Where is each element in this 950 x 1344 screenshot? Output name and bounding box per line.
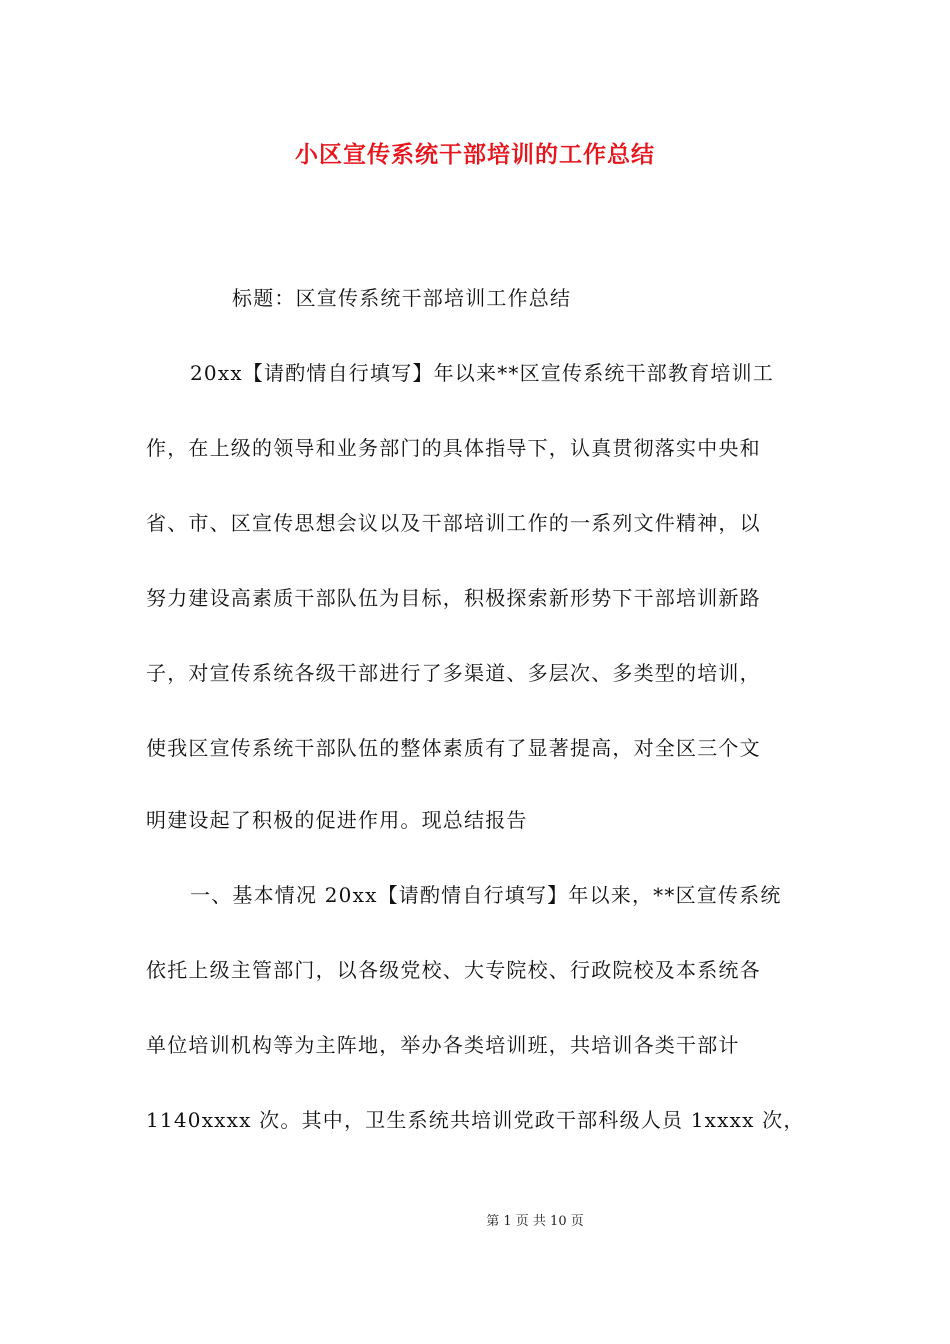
paragraph2-line: 1140xxxx 次。其中，卫生系统共培训党政干部科级人员 1xxxx 次， xyxy=(146,1108,805,1132)
paragraph1-line: 子，对宣传系统各级干部进行了多渠道、多层次、多类型的培训， xyxy=(146,661,761,685)
paragraph2-line: 单位培训机构等为主阵地，举办各类培训班，共培训各类干部计 xyxy=(146,1033,740,1057)
subtitle-line: 标题：区宣传系统干部培训工作总结 xyxy=(232,286,572,310)
paragraph1-line: 努力建设高素质干部队伍为目标，积极探索新形势下干部培训新路 xyxy=(146,586,761,610)
paragraph1-line: 使我区宣传系统干部队伍的整体素质有了显著提高，对全区三个文 xyxy=(146,736,761,760)
paragraph2-line: 一、基本情况 20xx【请酌情自行填写】年以来，**区宣传系统 xyxy=(190,883,782,907)
page-number: 第 1 页 共 10 页 xyxy=(486,1214,584,1229)
paragraph1-line: 省、市、区宣传思想会议以及干部培训工作的一系列文件精神，以 xyxy=(146,511,761,535)
paragraph1-line: 明建设起了积极的促进作用。现总结报告 xyxy=(146,808,528,832)
paragraph1-line: 作，在上级的领导和业务部门的具体指导下，认真贯彻落实中央和 xyxy=(146,436,761,460)
paragraph1-line: 20xx【请酌情自行填写】年以来**区宣传系统干部教育培训工 xyxy=(190,361,775,385)
document-title: 小区宣传系统干部培训的工作总结 xyxy=(295,141,655,168)
paragraph2-line: 依托上级主管部门，以各级党校、大专院校、行政院校及本系统各 xyxy=(146,958,761,982)
